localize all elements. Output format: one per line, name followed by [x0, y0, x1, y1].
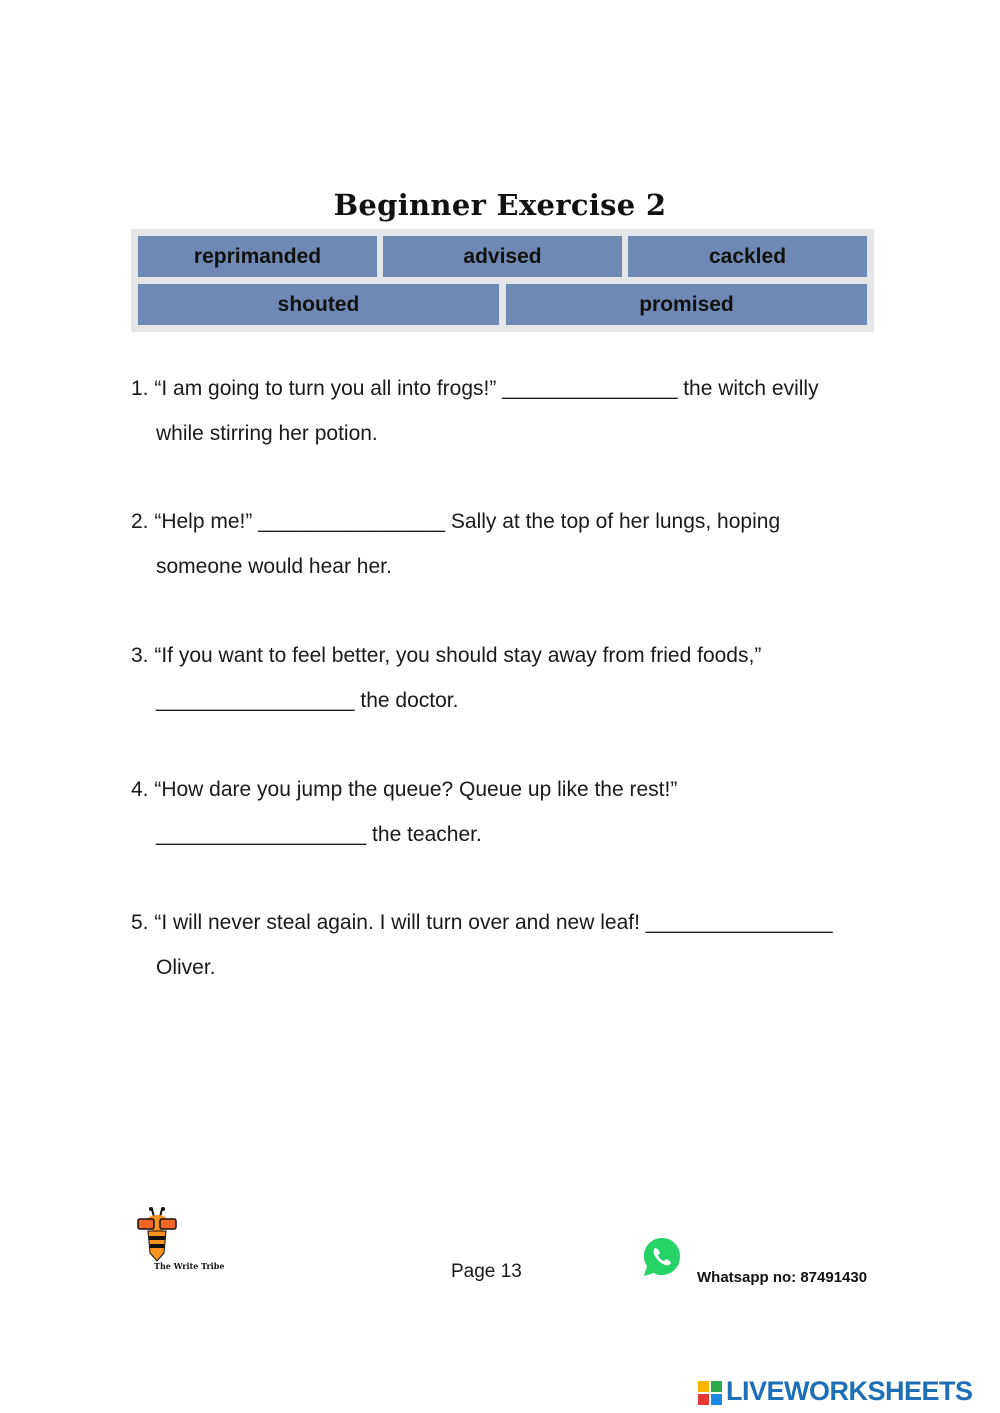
word-bank-item: reprimanded: [138, 236, 377, 277]
worksheet-title: Beginner Exercise 2: [333, 188, 667, 222]
word-bank-item: cackled: [628, 236, 867, 277]
word-bank-item: advised: [383, 236, 622, 277]
write-tribe-logo: [134, 1205, 234, 1277]
logo-text: The Write Tribe: [154, 1261, 225, 1271]
question-text: 5. “I will never steal again. I will turn over and new leaf! ________________: [131, 911, 833, 934]
question-text-continued: _________________ the doctor.: [156, 689, 459, 712]
liveworksheets-logo-icon: [698, 1381, 724, 1407]
page-number: Page 13: [451, 1261, 522, 1282]
question-text-continued: Oliver.: [156, 956, 216, 979]
question-text: 4. “How dare you jump the queue? Queue up like the rest!”: [131, 778, 678, 801]
question-text-continued: someone would hear her.: [156, 555, 392, 578]
question-text-continued: while stirring her potion.: [156, 422, 378, 445]
liveworksheets-watermark: [696, 1376, 996, 1410]
whatsapp-icon: [641, 1235, 683, 1279]
bee-icon: [134, 1205, 184, 1263]
question-text-continued: __________________ the teacher.: [156, 823, 482, 846]
question-text: 1. “I am going to turn you all into frogs!” _______________ the witch evilly: [131, 377, 819, 400]
word-bank-item: promised: [506, 284, 867, 325]
word-bank-item: shouted: [138, 284, 499, 325]
question-text: 3. “If you want to feel better, you should stay away from fried foods,”: [131, 644, 762, 667]
word-bank: [131, 229, 874, 332]
watermark-text: LIVEWORKSHEETS: [726, 1376, 973, 1406]
whatsapp-number: Whatsapp no: 87491430: [697, 1269, 868, 1286]
question-text: 2. “Help me!” ________________ Sally at the top of her lungs, hoping: [131, 510, 781, 533]
